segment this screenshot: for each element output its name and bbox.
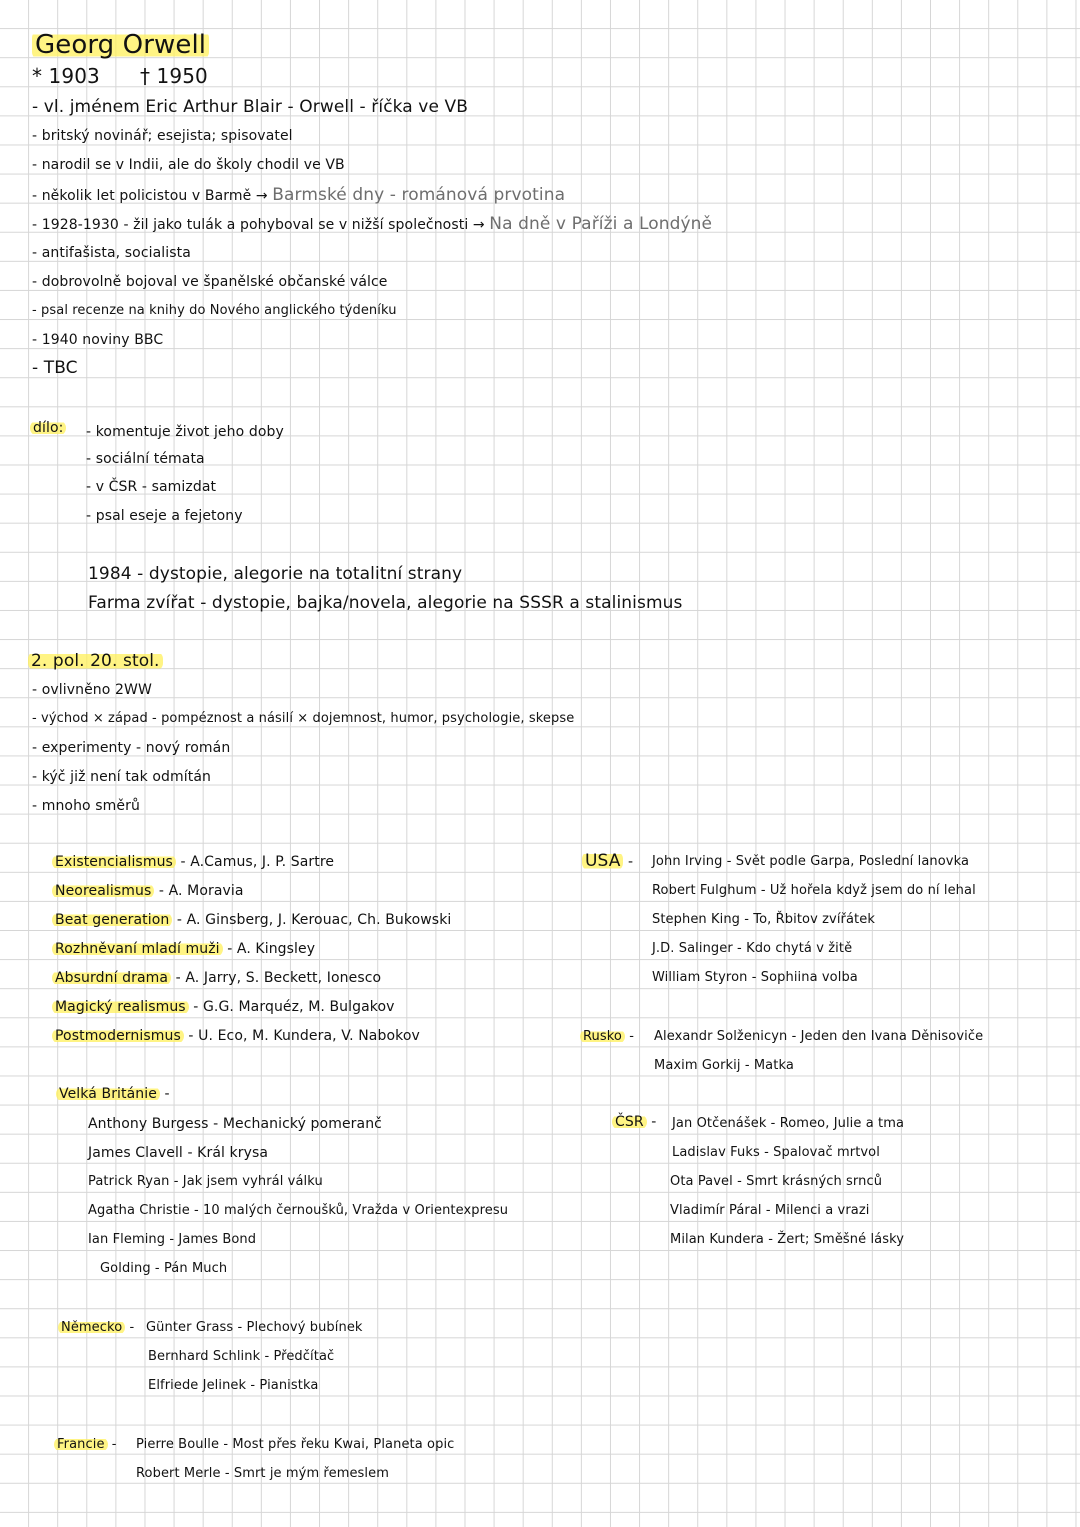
movement-row: Magický realismus - G.G. Marquéz, M. Bulgakov	[52, 997, 395, 1017]
section-title: 2. pol. 20. stol.	[28, 650, 163, 672]
country-heading-russia: Rusko -	[580, 1027, 634, 1047]
work-farma-zvirat: Farma zvířat - dystopie, bajka/novela, alegorie na SSSR a stalinismus	[88, 593, 683, 613]
country-heading-usa: USA -	[582, 850, 633, 872]
period-item: - východ × západ - pompéznost a násilí × dojemnost, humor, psychologie, skepse	[32, 711, 575, 726]
country-heading-france: Francie -	[54, 1435, 117, 1455]
author-row: Agatha Christie - 10 malých černoušků, Vražda v Orientexpresu	[88, 1203, 509, 1218]
work-1984: 1984 - dystopie, alegorie na totalitní strany	[88, 564, 463, 584]
period-item: - experimenty - nový román	[32, 740, 231, 756]
country-heading-germany: Německo -	[58, 1318, 134, 1338]
bio-line: - dobrovolně bojoval ve španělské občanské válce	[32, 274, 388, 290]
movement-row: Existencialismus - A.Camus, J. P. Sartre	[52, 852, 334, 872]
birth-year: * 1903	[32, 64, 100, 88]
author-row: Günter Grass - Plechový bubínek	[146, 1320, 363, 1335]
author-row: Golding - Pán Much	[100, 1261, 228, 1276]
author-row: Jan Otčenášek - Romeo, Julie a tma	[672, 1116, 905, 1131]
author-row: Milan Kundera - Žert; Směšné lásky	[670, 1232, 905, 1247]
country-heading-csr: ČSR -	[612, 1112, 656, 1132]
author-row: James Clavell - Král krysa	[88, 1145, 269, 1161]
period-item: - ovlivněno 2WW	[32, 682, 152, 698]
bio-line: - psal recenze na knihy do Nového anglického týdeníku	[32, 303, 397, 318]
dilo-label: dílo:	[30, 418, 66, 438]
bio-line: - antifašista, socialista	[32, 245, 191, 261]
bio-line: - vl. jménem Eric Arthur Blair - Orwell - říčka ve VB	[32, 97, 469, 117]
author-row: Robert Fulghum - Už hořela když jsem do ní lehal	[652, 883, 976, 898]
dilo-item: - v ČSR - samizdat	[86, 479, 217, 495]
note-na-dne: Na dně v Paříži a Londýně	[489, 214, 713, 234]
movement-row: Postmodernismus - U. Eco, M. Kundera, V. Nabokov	[52, 1026, 420, 1046]
author-row: Bernhard Schlink - Předčítač	[148, 1349, 335, 1364]
page-title: Georg Orwell	[32, 30, 209, 60]
author-row: Patrick Ryan - Jak jsem vyhrál válku	[88, 1174, 323, 1189]
author-row: Anthony Burgess - Mechanický pomeranč	[88, 1116, 382, 1132]
bio-line: - narodil se v Indii, ale do školy chodil ve VB	[32, 157, 345, 173]
death-year: † 1950	[140, 64, 208, 88]
dilo-item: - komentuje život jeho doby	[86, 424, 284, 440]
bio-line: - 1928-1930 - žil jako tulák a pohyboval se v nižší společnosti → Na dně v Paříži a Londýně	[32, 214, 713, 234]
author-row: Pierre Boulle - Most přes řeku Kwai, Planeta opic	[136, 1437, 455, 1452]
note-barmske-dny: Barmské dny - románová prvotina	[272, 185, 566, 205]
country-heading-uk: Velká Británie -	[56, 1084, 170, 1104]
movement-row: Beat generation - A. Ginsberg, J. Kerouac, Ch. Bukowski	[52, 910, 451, 930]
author-row: Ian Fleming - James Bond	[88, 1232, 257, 1247]
dilo-item: - psal eseje a fejetony	[86, 508, 243, 524]
author-row: J.D. Salinger - Kdo chytá v žitě	[652, 941, 853, 956]
author-row: Ota Pavel - Smrt krásných srnců	[670, 1174, 883, 1189]
author-row: Stephen King - To, Řbitov zvířátek	[652, 912, 875, 927]
movement-row: Neorealismus - A. Moravia	[52, 881, 244, 901]
movement-row: Rozhněvaní mladí muži - A. Kingsley	[52, 939, 315, 959]
author-row: Ladislav Fuks - Spalovač mrtvol	[672, 1145, 880, 1160]
bio-line: - britský novinář; esejista; spisovatel	[32, 128, 293, 144]
dilo-item: - sociální témata	[86, 451, 205, 467]
bio-line: - TBC	[32, 358, 78, 378]
author-row: William Styron - Sophiina volba	[652, 970, 858, 985]
period-item: - kýč již není tak odmítán	[32, 769, 211, 785]
author-row: Elfriede Jelinek - Pianistka	[148, 1378, 319, 1393]
bio-line: - 1940 noviny BBC	[32, 332, 164, 348]
author-row: Alexandr Solženicyn - Jeden den Ivana Děnisoviče	[654, 1029, 984, 1044]
author-row: Vladimír Páral - Milenci a vrazi	[670, 1203, 870, 1218]
period-item: - mnoho směrů	[32, 798, 140, 814]
author-row: Robert Merle - Smrt je mým řemeslem	[136, 1466, 390, 1481]
author-row: Maxim Gorkij - Matka	[654, 1058, 794, 1073]
bio-line: - několik let policistou v Barmě → Barmské dny - románová prvotina	[32, 185, 566, 205]
movement-row: Absurdní drama - A. Jarry, S. Beckett, Ionesco	[52, 968, 381, 988]
author-row: John Irving - Svět podle Garpa, Poslední lanovka	[652, 854, 970, 869]
